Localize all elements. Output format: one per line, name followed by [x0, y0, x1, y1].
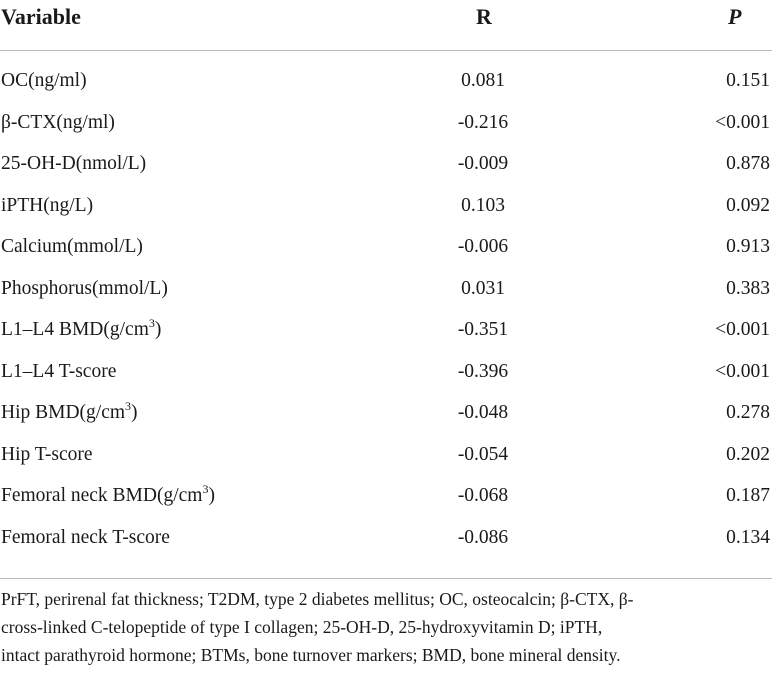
variable-cell: iPTH(ng/L): [1, 194, 94, 216]
p-cell: 0.151: [726, 70, 770, 91]
table-footnote: [1, 585, 772, 669]
p-cell: 0.913: [726, 236, 770, 257]
table-row: [0, 193, 772, 235]
variable-cell: Femoral neck $BMD(g/cm^3)$: [1, 482, 215, 506]
table-row: [0, 151, 772, 193]
r-cell: -0.054: [457, 443, 509, 465]
p-cell: 0.134: [726, 526, 770, 548]
table-row: [0, 400, 772, 442]
variable-cell: β-CTX(ng/ml): [1, 111, 115, 133]
table-row: [0, 276, 772, 318]
variable-cell: 25-OH-D(nmol/L): [1, 153, 147, 174]
table-row: [0, 442, 772, 484]
table-row: [0, 483, 772, 525]
p-cell: <0.001: [715, 360, 770, 382]
variable-cell: L1–L4 T-score: [1, 360, 117, 382]
p-cell: 0.878: [726, 153, 770, 174]
table-body: [0, 68, 772, 566]
header-variable: Variable: [1, 4, 81, 29]
correlation-table: [0, 0, 772, 51]
p-cell: 0.092: [726, 194, 770, 216]
r-cell: -0.086: [457, 526, 509, 548]
r-cell: 0.103: [461, 194, 505, 216]
table-row: [0, 359, 772, 401]
variable-cell: Calcium(mmol/L): [1, 236, 143, 257]
variable-cell: Femoral neck T-score: [1, 526, 170, 548]
header-r: R: [476, 4, 492, 29]
footnote-line: intact parathyroid hormone; BTMs, bone turnover markers; BMD, bone mineral density.: [1, 645, 621, 665]
variable-cell: L1–L4 $BMD(g/cm^3)$: [1, 316, 162, 340]
r-cell: -0.006: [457, 236, 509, 257]
table-row: [0, 234, 772, 276]
r-cell: -0.048: [457, 402, 509, 423]
variable-cell: Phosphorus(mmol/L): [1, 277, 168, 299]
table-row: [0, 525, 772, 567]
r-cell: 0.081: [461, 70, 505, 91]
r-cell: -0.009: [457, 153, 509, 174]
footnote-line: cross-linked C-telopeptide of type I collagen; 25-OH-D, 25-hydroxyvitamin D; iPTH,: [1, 617, 603, 637]
r-cell: -0.351: [457, 319, 509, 340]
r-cell: -0.216: [457, 111, 509, 133]
p-cell: <0.001: [715, 319, 770, 340]
variable-cell: OC(ng/ml): [1, 70, 87, 91]
table-row: [0, 110, 772, 152]
r-cell: 0.031: [461, 277, 505, 299]
footer-divider: [0, 578, 772, 579]
header-p: P: [728, 4, 742, 29]
p-cell: 0.187: [726, 485, 770, 506]
r-cell: -0.068: [457, 485, 509, 506]
variable-cell: Hip $BMD(g/cm^3)$: [1, 399, 138, 423]
footnote-line: PrFT, perirenal fat thickness; T2DM, type 2 diabetes mellitus; OC, osteocalcin; β-CTX, β-: [1, 589, 634, 609]
p-cell: 0.383: [726, 277, 770, 299]
p-cell: 0.202: [726, 443, 770, 465]
table-row: [0, 317, 772, 359]
p-cell: <0.001: [715, 111, 770, 133]
p-cell: 0.278: [726, 402, 770, 423]
table-header: [0, 0, 772, 51]
r-cell: -0.396: [457, 360, 509, 382]
table-row: [0, 68, 772, 110]
variable-cell: Hip T-score: [1, 443, 93, 465]
